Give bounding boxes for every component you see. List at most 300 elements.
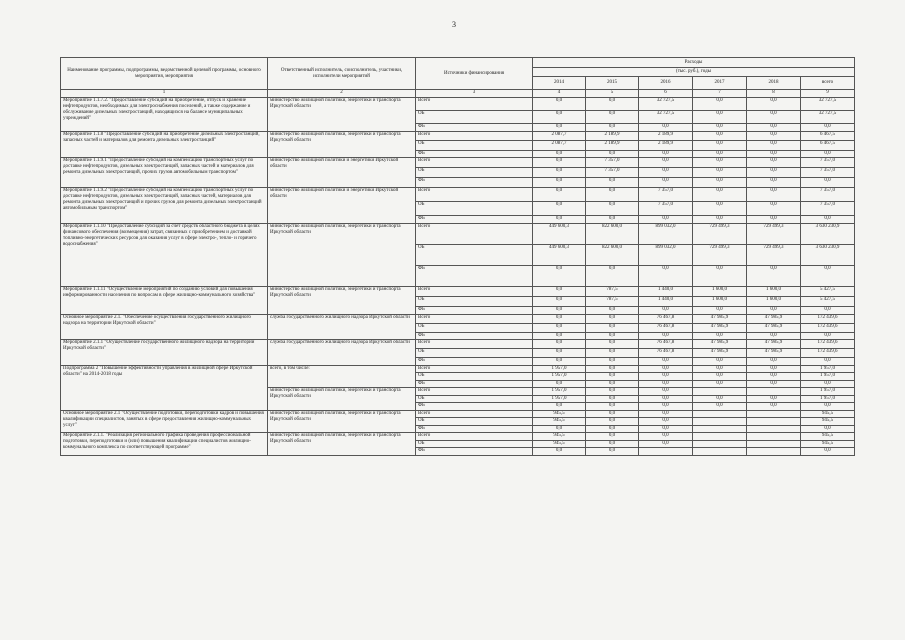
amount-cell: 0,0 — [586, 448, 639, 456]
amount-cell: 32 727,5 — [639, 111, 693, 124]
funding-source: Всего — [416, 388, 533, 396]
amount-cell: 2 189,9 — [586, 131, 639, 140]
amount-cell: 47 985,9 — [747, 323, 801, 332]
amount-cell: 0,0 — [533, 178, 586, 188]
amount-cell: 0,0 — [586, 403, 639, 411]
funding-source: Всего — [416, 131, 533, 140]
amount-cell: 0,0 — [639, 358, 693, 366]
executor: министерство жилищной политики и энергетики Иркутской области — [268, 188, 416, 224]
amount-cell: 0,0 — [533, 332, 586, 340]
measure-name: Мероприятие 2.1.1. "Реализация регионального графика проведения профессиональной подготовки, переподготовки и (или) повышения квалификации специалистов жилищно-коммунального комплекса по соответствующей программе" — [61, 433, 268, 456]
header-index: 2 — [268, 90, 416, 98]
table-row — [61, 224, 855, 245]
amount-cell: 0,0 — [533, 188, 586, 202]
amount-cell — [639, 448, 693, 456]
header-name: Наименование программы, подпрограммы, ведомственной целевой программы, основного мероприятия, мероприятия — [61, 58, 268, 90]
table-row — [61, 314, 855, 323]
amount-cell: 0,0 — [639, 410, 693, 418]
funding-source: ОБ — [416, 297, 533, 307]
amount-cell: 0,0 — [693, 178, 747, 188]
amount-cell: 0,0 — [801, 216, 855, 224]
amount-cell: 1 957,0 — [801, 365, 855, 373]
amount-cell: 0,0 — [801, 358, 855, 366]
funding-source: ФБ — [416, 150, 533, 158]
amount-cell: 0,0 — [801, 425, 855, 433]
amount-cell: 0,0 — [747, 202, 801, 216]
amount-cell: 0,0 — [586, 358, 639, 366]
measure-name: Мероприятие 2.1.1 "Осуществление государственного жилищного надзора на территории Иркутской области" — [61, 340, 268, 366]
amount-cell: 0,0 — [586, 314, 639, 323]
header-index: 1 — [61, 90, 268, 98]
header-year: 2018 — [747, 77, 801, 90]
amount-cell: 945,5 — [801, 433, 855, 441]
amount-cell — [693, 433, 747, 441]
amount-cell: 1 440,0 — [639, 297, 693, 307]
header-index: 7 — [693, 90, 747, 98]
header-year: 2016 — [639, 77, 693, 90]
header-index: 5 — [586, 90, 639, 98]
amount-cell: 32 727,5 — [801, 98, 855, 111]
funding-source: ОБ — [416, 395, 533, 403]
header-executor: Ответственный исполнитель, соисполнитель, участники, исполнители мероприятий — [268, 58, 416, 90]
executor: министерство жилищной политики, энергетики и транспорта Иркутской области — [268, 98, 416, 132]
amount-cell: 0,0 — [639, 168, 693, 178]
header-index: 4 — [533, 90, 586, 98]
funding-source: Всего — [416, 365, 533, 373]
amount-cell: 1 600,0 — [693, 287, 747, 297]
executor: министерство жилищной политики, энергетики и транспорта Иркутской области — [268, 287, 416, 315]
amount-cell: 0,0 — [693, 98, 747, 111]
amount-cell: 47 985,9 — [747, 340, 801, 349]
amount-cell: 0,0 — [533, 124, 586, 132]
amount-cell: 899 032,0 — [639, 245, 693, 266]
executor: министерство жилищной политики и энергетики Иркутской области — [268, 158, 416, 188]
executor: министерство жилищной политики, энергетики и транспорта Иркутской области — [268, 224, 416, 287]
amount-cell: 945,5 — [533, 433, 586, 441]
funding-source: ФБ — [416, 124, 533, 132]
amount-cell: 5 427,5 — [801, 287, 855, 297]
amount-cell: 0,0 — [586, 307, 639, 315]
amount-cell: 0,0 — [533, 380, 586, 388]
amount-cell: 0,0 — [747, 332, 801, 340]
funding-source: Всего — [416, 188, 533, 202]
amount-cell: 1 957,0 — [801, 388, 855, 396]
amount-cell: 2 189,9 — [586, 140, 639, 150]
executor: всего, в том числе: — [268, 365, 416, 388]
amount-cell: 32 727,5 — [801, 111, 855, 124]
amount-cell: 0,0 — [533, 111, 586, 124]
measure-name: Мероприятие 1.1.7.2. "Предоставление субсидий на приобретение, отпуск и хранение нефтепродуктов, необходимых для электроснабжения поселений, а также содержание и обслуживание дизельных электростанций, находящихся на балансе муниципальных учреждений" — [61, 98, 268, 132]
amount-cell: 0,0 — [639, 307, 693, 315]
amount-cell: 0,0 — [533, 202, 586, 216]
amount-cell: 172 439,6 — [801, 314, 855, 323]
funding-source: ОБ — [416, 245, 533, 266]
amount-cell: 945,5 — [801, 410, 855, 418]
amount-cell: 0,0 — [747, 307, 801, 315]
table-row — [61, 410, 855, 418]
amount-cell: 0,0 — [533, 425, 586, 433]
amount-cell: 0,0 — [586, 98, 639, 111]
amount-cell — [693, 388, 747, 396]
amount-cell: 729 499,3 — [693, 245, 747, 266]
amount-cell: 945,5 — [801, 440, 855, 448]
amount-cell: 0,0 — [586, 340, 639, 349]
amount-cell — [693, 418, 747, 426]
amount-cell: 0,0 — [693, 332, 747, 340]
amount-cell: 0,0 — [693, 131, 747, 140]
amount-cell: 0,0 — [533, 307, 586, 315]
amount-cell: 172 439,6 — [801, 340, 855, 349]
amount-cell: 0,0 — [533, 340, 586, 349]
amount-cell: 0,0 — [533, 150, 586, 158]
amount-cell: 0,0 — [533, 168, 586, 178]
executor: министерство жилищной политики, энергетики и транспорта Иркутской области — [268, 433, 416, 456]
amount-cell: 0,0 — [747, 373, 801, 381]
amount-cell: 0,0 — [586, 349, 639, 358]
amount-cell: 0,0 — [693, 403, 747, 411]
table-header — [61, 58, 855, 98]
amount-cell: 172 439,6 — [801, 323, 855, 332]
amount-cell: 76 467,8 — [639, 323, 693, 332]
funding-source: Всего — [416, 224, 533, 245]
table-row — [61, 131, 855, 140]
header-year: 2015 — [586, 77, 639, 90]
table-row — [61, 158, 855, 168]
amount-cell: 0,0 — [747, 395, 801, 403]
amount-cell: 0,0 — [586, 440, 639, 448]
amount-cell: 1 957,0 — [801, 395, 855, 403]
amount-cell: 7 357,0 — [801, 202, 855, 216]
page-number: 3 — [452, 20, 456, 29]
amount-cell: 0,0 — [747, 140, 801, 150]
amount-cell: 0,0 — [693, 124, 747, 132]
amount-cell: 945,5 — [533, 440, 586, 448]
amount-cell: 0,0 — [639, 433, 693, 441]
amount-cell: 0,0 — [693, 158, 747, 168]
executor: служба государственного жилищного надзора Иркутской области — [268, 340, 416, 366]
amount-cell: 0,0 — [586, 266, 639, 287]
header-index: 8 — [747, 90, 801, 98]
header-year: 2017 — [693, 77, 747, 90]
amount-cell: 945,5 — [533, 410, 586, 418]
amount-cell: 76 467,8 — [639, 314, 693, 323]
header-units: (тыс. руб.), годы — [533, 68, 855, 77]
amount-cell: 0,0 — [586, 150, 639, 158]
amount-cell: 47 985,9 — [747, 314, 801, 323]
amount-cell: 1 600,0 — [747, 287, 801, 297]
table-row — [61, 433, 855, 441]
funding-source: ФБ — [416, 358, 533, 366]
header-expenses: Расходы — [533, 58, 855, 68]
measure-name: Мероприятие 1.1.9.1 "Предоставление субсидий на компенсацию транспортных услуг по доставке нефтепродуктов, дизельных электростанций, запасных частей и материалов для ремонта дизельных электростанций, прочих грузов автомобильным транспортом" — [61, 158, 268, 188]
table-row — [61, 188, 855, 202]
amount-cell: 6 467,5 — [801, 140, 855, 150]
amount-cell: 0,0 — [693, 140, 747, 150]
header-index: 3 — [416, 90, 533, 98]
amount-cell: 729 499,3 — [747, 245, 801, 266]
amount-cell: 0,0 — [747, 178, 801, 188]
funding-source: ФБ — [416, 332, 533, 340]
amount-cell: 0,0 — [586, 373, 639, 381]
amount-cell: 0,0 — [533, 287, 586, 297]
executor: министерство жилищной политики, энергетики и транспорта Иркутской области — [268, 131, 416, 158]
amount-cell: 0,0 — [639, 365, 693, 373]
amount-cell: 822 600,0 — [586, 224, 639, 245]
amount-cell: 0,0 — [639, 425, 693, 433]
amount-cell: 0,0 — [586, 323, 639, 332]
amount-cell: 0,0 — [693, 395, 747, 403]
amount-cell: 0,0 — [639, 403, 693, 411]
amount-cell: 47 985,9 — [693, 340, 747, 349]
amount-cell: 0,0 — [586, 410, 639, 418]
table-row — [61, 98, 855, 111]
amount-cell — [693, 425, 747, 433]
amount-cell: 0,0 — [639, 373, 693, 381]
amount-cell: 0,0 — [747, 365, 801, 373]
amount-cell: 0,0 — [801, 266, 855, 287]
amount-cell: 0,0 — [747, 266, 801, 287]
header-index: 9 — [801, 90, 855, 98]
amount-cell: 0,0 — [533, 216, 586, 224]
amount-cell: 0,0 — [693, 188, 747, 202]
measure-name: Основное мероприятие 2.1 "Осуществление подготовки, переподготовки кадров и повышения квалификации специалистов, занятых в сфере предоставления жилищно-коммунальных услуг" — [61, 410, 268, 433]
amount-cell: 449 600,3 — [533, 245, 586, 266]
amount-cell: 0,0 — [693, 150, 747, 158]
amount-cell: 0,0 — [639, 388, 693, 396]
financing-table — [60, 57, 855, 456]
amount-cell: 0,0 — [747, 124, 801, 132]
amount-cell: 1 957,0 — [533, 365, 586, 373]
amount-cell: 0,0 — [693, 307, 747, 315]
measure-name: Мероприятие 1.1.10 "Предоставление субсидий за счет средств областного бюджета в целях финансового обеспечения (возмещения) затрат, связанных с приобретением и доставкой топливно-энергетических ресурсов для оказания услуг в сфере электро-, тепло- и горячего водоснабжения" — [61, 224, 268, 287]
amount-cell: 0,0 — [586, 388, 639, 396]
funding-source: ФБ — [416, 266, 533, 287]
executor: министерство жилищной политики, энергетики и транспорта Иркутской области — [268, 410, 416, 433]
amount-cell: 0,0 — [586, 365, 639, 373]
measure-name: Основное мероприятие 2.1. "Обеспечение осуществления государственного жилищного надзора на территории Иркутской области" — [61, 314, 268, 340]
amount-cell — [693, 440, 747, 448]
amount-cell: 0,0 — [533, 98, 586, 111]
amount-cell: 0,0 — [639, 216, 693, 224]
amount-cell: 0,0 — [747, 403, 801, 411]
executor: министерство жилищной политики, энергетики и транспорта Иркутской области — [268, 388, 416, 411]
amount-cell: 1 600,0 — [693, 297, 747, 307]
amount-cell: 449 600,3 — [533, 224, 586, 245]
amount-cell: 0,0 — [747, 380, 801, 388]
amount-cell: 0,0 — [801, 150, 855, 158]
amount-cell: 0,0 — [639, 266, 693, 287]
amount-cell: 47 985,9 — [693, 323, 747, 332]
amount-cell: 945,5 — [801, 418, 855, 426]
header-index: 6 — [639, 90, 693, 98]
amount-cell: 47 985,9 — [693, 314, 747, 323]
funding-source: ФБ — [416, 448, 533, 456]
amount-cell: 729 499,3 — [693, 224, 747, 245]
amount-cell: 0,0 — [533, 314, 586, 323]
amount-cell: 0,0 — [693, 111, 747, 124]
amount-cell: 0,0 — [586, 395, 639, 403]
funding-source: Всего — [416, 98, 533, 111]
funding-source: ОБ — [416, 202, 533, 216]
amount-cell: 0,0 — [801, 124, 855, 132]
amount-cell: 76 467,8 — [639, 340, 693, 349]
amount-cell: 2 189,9 — [639, 131, 693, 140]
amount-cell: 0,0 — [747, 158, 801, 168]
amount-cell: 0,0 — [586, 124, 639, 132]
amount-cell: 0,0 — [639, 418, 693, 426]
funding-source: ФБ — [416, 380, 533, 388]
amount-cell: 0,0 — [801, 307, 855, 315]
funding-source: ОБ — [416, 323, 533, 332]
amount-cell: 0,0 — [801, 332, 855, 340]
amount-cell: 0,0 — [533, 158, 586, 168]
amount-cell: 0,0 — [693, 358, 747, 366]
amount-cell — [747, 433, 801, 441]
amount-cell: 0,0 — [586, 425, 639, 433]
amount-cell — [747, 440, 801, 448]
amount-cell: 0,0 — [586, 332, 639, 340]
amount-cell: 1 600,0 — [747, 297, 801, 307]
amount-cell: 0,0 — [586, 216, 639, 224]
amount-cell: 0,0 — [747, 98, 801, 111]
funding-source: ФБ — [416, 403, 533, 411]
amount-cell: 7 357,0 — [801, 188, 855, 202]
amount-cell: 0,0 — [586, 111, 639, 124]
amount-cell: 787,5 — [586, 287, 639, 297]
amount-cell: 0,0 — [693, 266, 747, 287]
funding-source: ОБ — [416, 373, 533, 381]
executor: служба государственного жилищного надзора Иркутской области — [268, 314, 416, 340]
amount-cell — [693, 448, 747, 456]
amount-cell: 3 630 230,9 — [801, 224, 855, 245]
amount-cell: 0,0 — [801, 178, 855, 188]
funding-source: ФБ — [416, 216, 533, 224]
amount-cell: 47 985,9 — [747, 349, 801, 358]
amount-cell: 0,0 — [747, 111, 801, 124]
amount-cell: 0,0 — [801, 403, 855, 411]
amount-cell: 0,0 — [533, 349, 586, 358]
amount-cell: 0,0 — [586, 418, 639, 426]
amount-cell — [747, 448, 801, 456]
amount-cell: 172 439,6 — [801, 349, 855, 358]
funding-source: Всего — [416, 410, 533, 418]
header-source: Источники финансирования — [416, 58, 533, 90]
funding-source: ОБ — [416, 111, 533, 124]
amount-cell: 2 087,7 — [533, 131, 586, 140]
header-year: всего — [801, 77, 855, 90]
table-row — [61, 340, 855, 349]
amount-cell: 0,0 — [639, 124, 693, 132]
amount-cell: 0,0 — [693, 202, 747, 216]
amount-cell: 0,0 — [639, 150, 693, 158]
table-row — [61, 365, 855, 373]
amount-cell: 0,0 — [639, 395, 693, 403]
amount-cell: 1 957,0 — [533, 395, 586, 403]
amount-cell: 0,0 — [533, 448, 586, 456]
amount-cell: 0,0 — [693, 365, 747, 373]
amount-cell: 787,5 — [586, 297, 639, 307]
amount-cell: 7 357,0 — [586, 168, 639, 178]
amount-cell: 0,0 — [533, 266, 586, 287]
amount-cell: 0,0 — [693, 168, 747, 178]
funding-source: ОБ — [416, 349, 533, 358]
amount-cell: 2 189,9 — [639, 140, 693, 150]
header-year: 2014 — [533, 77, 586, 90]
amount-cell: 3 630 230,9 — [801, 245, 855, 266]
amount-cell: 47 985,9 — [693, 349, 747, 358]
funding-source: ФБ — [416, 425, 533, 433]
amount-cell: 0,0 — [586, 178, 639, 188]
amount-cell: 0,0 — [693, 216, 747, 224]
amount-cell: 0,0 — [586, 202, 639, 216]
amount-cell — [693, 410, 747, 418]
amount-cell: 0,0 — [639, 332, 693, 340]
amount-cell: 0,0 — [693, 380, 747, 388]
amount-cell: 822 600,0 — [586, 245, 639, 266]
measure-name: Мероприятие 1.1.8 "Предоставление субсидий на приобретение дизельных электростанций, запасных частей и материалов для ремонта дизельных электростанций" — [61, 131, 268, 158]
funding-source: ФБ — [416, 307, 533, 315]
amount-cell: 0,0 — [747, 358, 801, 366]
table-row — [61, 287, 855, 297]
amount-cell: 0,0 — [586, 380, 639, 388]
amount-cell: 0,0 — [533, 358, 586, 366]
amount-cell: 76 467,8 — [639, 349, 693, 358]
funding-source: ОБ — [416, 418, 533, 426]
amount-cell: 729 499,3 — [747, 224, 801, 245]
measure-name: Мероприятие 1.1.11 "Осуществление мероприятий по созданию условий для повышения информированности населения по вопросам в сфере жилищно-коммунального хозяйства" — [61, 287, 268, 315]
amount-cell: 0,0 — [533, 323, 586, 332]
amount-cell: 1 957,0 — [533, 388, 586, 396]
amount-cell: 7 357,0 — [639, 202, 693, 216]
funding-source: ОБ — [416, 168, 533, 178]
amount-cell: 32 727,5 — [639, 98, 693, 111]
funding-source: ОБ — [416, 440, 533, 448]
amount-cell: 0,0 — [747, 131, 801, 140]
amount-cell: 7 357,0 — [586, 158, 639, 168]
amount-cell: 0,0 — [639, 380, 693, 388]
amount-cell: 0,0 — [586, 433, 639, 441]
amount-cell — [747, 425, 801, 433]
amount-cell: 7 357,0 — [801, 158, 855, 168]
amount-cell: 0,0 — [801, 448, 855, 456]
amount-cell: 0,0 — [533, 403, 586, 411]
amount-cell: 0,0 — [639, 440, 693, 448]
amount-cell: 0,0 — [693, 373, 747, 381]
amount-cell: 0,0 — [533, 297, 586, 307]
amount-cell: 0,0 — [747, 168, 801, 178]
amount-cell: 7 357,0 — [639, 188, 693, 202]
amount-cell: 945,5 — [533, 418, 586, 426]
amount-cell: 0,0 — [801, 380, 855, 388]
subprogram-name: Подпрограмма 2 "Повышение эффективности управления в жилищной сфере Иркутской области" на 2014-2018 годы — [61, 365, 268, 410]
amount-cell: 0,0 — [586, 188, 639, 202]
amount-cell — [747, 418, 801, 426]
amount-cell: 0,0 — [639, 178, 693, 188]
amount-cell: 6 467,5 — [801, 131, 855, 140]
amount-cell — [747, 410, 801, 418]
measure-name: Мероприятие 1.1.9.2 "Предоставление субсидий на компенсацию транспортных услуг по доставке нефтепродуктов, дизельных электростанций, запасных частей, материалов для ремонта дизельных электростанций и прочих грузов для ремонта дизельных электростанций автомобильным транспортом" — [61, 188, 268, 224]
amount-cell: 5 427,5 — [801, 297, 855, 307]
funding-source: ОБ — [416, 140, 533, 150]
amount-cell: 2 087,7 — [533, 140, 586, 150]
amount-cell: 0,0 — [747, 188, 801, 202]
amount-cell: 899 032,0 — [639, 224, 693, 245]
funding-source: Всего — [416, 287, 533, 297]
amount-cell: 0,0 — [747, 216, 801, 224]
amount-cell: 0,0 — [747, 150, 801, 158]
funding-source: Всего — [416, 433, 533, 441]
funding-source: ФБ — [416, 178, 533, 188]
